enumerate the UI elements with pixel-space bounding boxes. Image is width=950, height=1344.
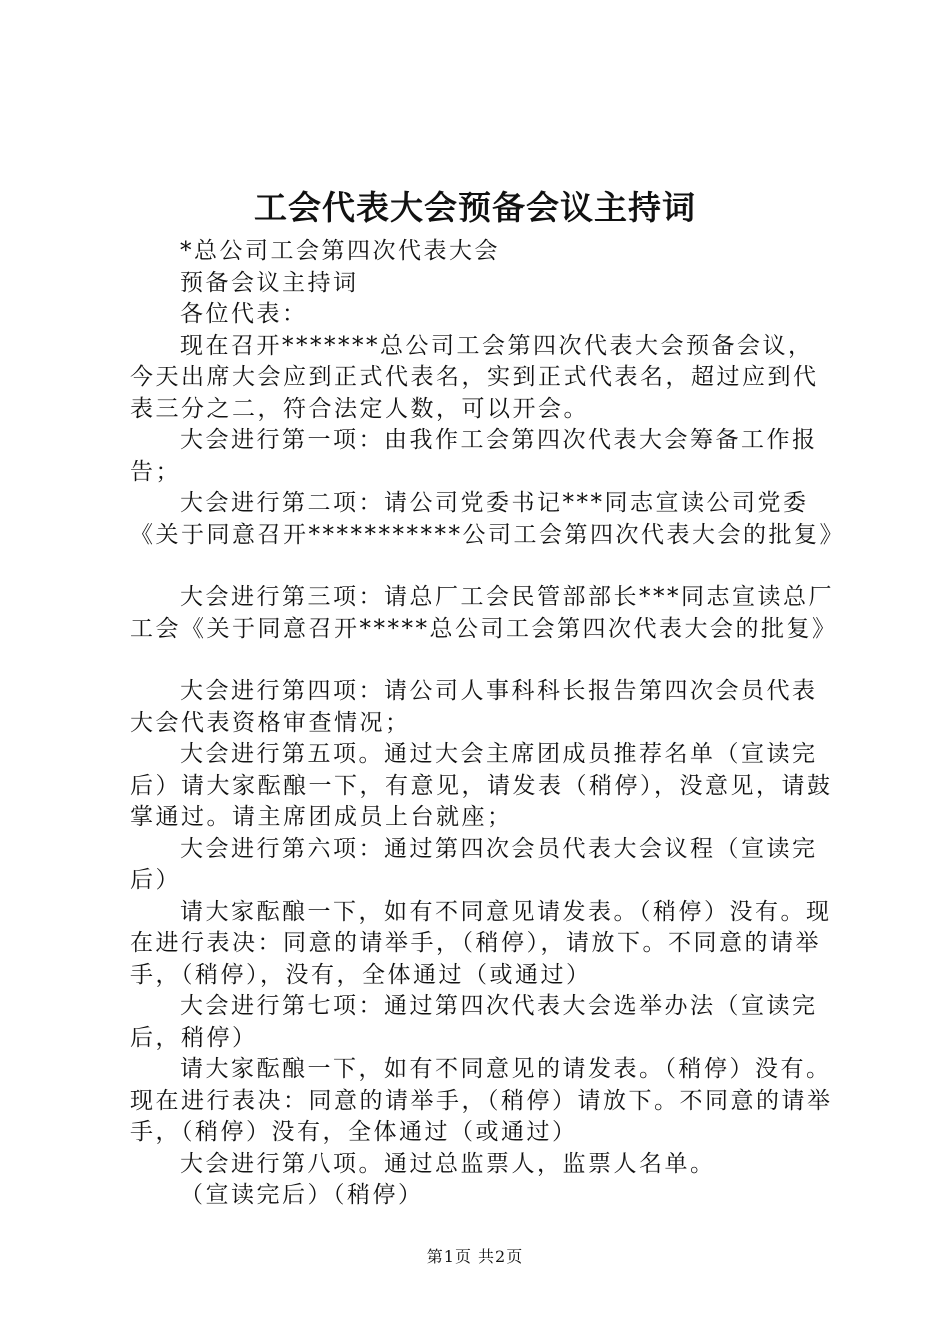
paragraph-5: 大会进行第一项：由我作工会第四次代表大会筹备工作报告； [130, 427, 818, 485]
paragraph-14: 大会进行第八项。通过总监票人，监票人名单。 [180, 1150, 716, 1177]
paragraph-4: 现在召开*******总公司工会第四次代表大会预备会议，今天出席大会应到正式代表名，实到正式代表名，超过应到代表三分之二，符合法定人数，可以开会。 [130, 332, 819, 422]
paragraph-10: 大会进行第六项：通过第四次会员代表大会议程（宣读完后） [130, 835, 818, 893]
paragraph-15: （宣读完后）（稍停） [180, 1182, 424, 1208]
paragraph-7: 大会进行第三项：请总厂工会民管部部长***同志宣读总厂工会《关于同意召开*****总公司工会第四次代表大会的批复》 [130, 584, 838, 642]
paragraph-8: 大会进行第四项：请公司人事科科长报告第四次会员代表大会代表资格审查情况； [130, 678, 818, 736]
paragraph-9: 大会进行第五项。通过大会主席团成员推荐名单（宣读完后）请大家酝酿一下，有意见，请发表（稍停），没意见，请鼓掌通过。请主席团成员上台就座； [130, 741, 833, 830]
paragraph-13: 请大家酝酿一下，如有不同意见的请发表。（稍停）没有。现在进行表决：同意的请举手，（稍停）请放下。不同意的请举手，（稍停）没有，全体通过（或通过） [130, 1056, 833, 1145]
page-footer: 第1页 共2页 [426, 1247, 524, 1266]
paragraph-11: 请大家酝酿一下，如有不同意见请发表。（稍停）没有。现在进行表决：同意的请举手，（稍停），请放下。不同意的请举手，（稍停），没有，全体通过（或通过） [130, 898, 832, 988]
paragraph-6: 大会进行第二项：请公司党委书记***同志宣读公司党委《关于同意召开***********公司工会第四次代表大会的批复》 [130, 490, 845, 548]
paragraph-2: 预备会议主持词 [180, 269, 359, 296]
paragraph-3: 各位代表： [180, 301, 308, 327]
document-title: 工会代表大会预备会议主持词 [254, 188, 696, 227]
paragraph-1: *总公司工会第四次代表大会 [180, 238, 500, 264]
paragraph-12: 大会进行第七项：通过第四次代表大会选举办法（宣读完后，稍停） [130, 993, 818, 1051]
document-body [130, 236, 845, 1212]
